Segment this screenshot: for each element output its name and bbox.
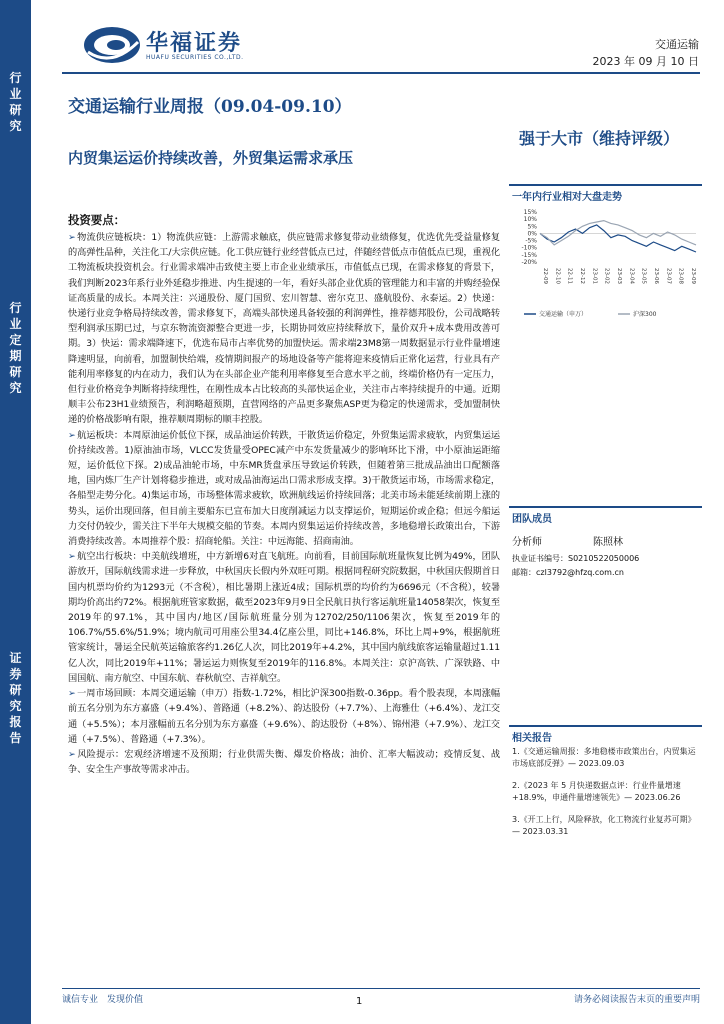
analyst-role: 分析师 (512, 537, 542, 548)
paragraph-aviation: ➢航空出行板块：中美航线增班，中方新增6对直飞航班。向前看，目前国际航班量恢复比例为49%，团队游放开，国际航线需求进一步释放，中秋国庆长假内外双旺可期。根据同程研究院数据，中秋国庆假期首日国内机票均价约为1293元（不含税），相比暑期上涨近4成；国际机票的均价约为6696元（不含税），较暑期均价高出约72%。根据航班管家数据，截至2023年9月9日全民航日执行客运航班量14058架次，恢复至2019年的97.1%，其中国内/地区/国际航班量分别为12702/250/1106架次，恢复至2019年的106.7%/55.6%/51.9%；境内航司可用座公里34.4亿座公里，同比+146.8%，环比上周+9%，根据航班管家统计，暑运全民航英运输旅客约1.26亿人次，同比2019年+4.2%，其中国内航线旅客运输量超过1.11亿人次，同比2019年+11%；暑运运力则恢复至2019年的116.8%。本周关注：京沪高铁、广深铁路、中国国航、南方航空、中国东航、春秋航空、吉祥航空。 (68, 551, 500, 684)
report-body (68, 210, 500, 777)
x-tick-label: 23-04 (628, 268, 635, 284)
header-date: 2023 年 09 月 10 日 (592, 55, 699, 68)
header-divider (62, 72, 700, 74)
body-heading: 投资要点： (68, 213, 125, 227)
x-tick-label: 23-09 (690, 268, 696, 284)
sidebar-label-industry-research: 行 业 研 究 (9, 71, 22, 133)
related-report-3[interactable]: 3.《开工上行，风险释放，化工物流行业复苏可期》— 2023.03.31 (512, 815, 696, 836)
paragraph-risk: ➢风险提示：宏观经济增速不及预期；行业供需失衡、爆发价格战；油价、汇率大幅波动；疫情反复、战争、安全生产事故等需求冲击。 (68, 748, 500, 776)
related-divider (509, 725, 702, 727)
x-tick-label: 23-06 (653, 268, 659, 284)
relative-performance-chart (510, 206, 700, 324)
y-tick-label: 0% (527, 230, 537, 238)
report-title: 交通运输行业周报（09.04-09.10） (68, 97, 352, 117)
x-tick-label: 23-02 (603, 268, 610, 284)
legend-label-0: 交通运输（申万） (539, 311, 588, 318)
paragraph-shipping: ➢航运板块：本周原油运价低位下探，成品油运价转跌，干散货运价稳定，外贸集运需求疲软，内贸集运运价持续改善。1)原油油市场，VLCC发货量受OPEC减产中东发货量减少的影响环比下滑，中小原油运距缩短，运价低位下探。2)成品油轮市场，中东MR货盘承压导致运价转跌，但随着第三批成品油出口配额落地，国内炼厂生产计划将稳步推进，或对成品油海运出口需求形成支撑。3)干散货运市场，市场需求稳定，各船型走势分化。4)集运市场，市场整体需求疲软，欧洲航线运价持续回落；北美市场未能延续前期上涨的势头，运价出现回落，但目前主要船东已宣布加大日度削减运力以支撑运价，短期运价或企稳；但远今船运力交付仍较少，需关注下半年大规模交船的节奏。本周内贸集运运价持续改善，多地稳增长政策出台，下游消费持续改善。本周推荐个股：招商轮船。关注：中远海能、招商南油。 (68, 429, 500, 548)
footer-divider (62, 988, 700, 989)
footer-disclaimer: 请务必阅读报告末页的重要声明 (573, 995, 700, 1005)
x-tick-label: 23-08 (677, 268, 684, 284)
y-tick-label: 15% (523, 209, 537, 216)
analyst-name: 陈照林 (593, 537, 623, 548)
x-tick-label: 22-09 (542, 268, 548, 284)
y-tick-label: 10% (523, 216, 537, 224)
sidebar-label-securities-report: 证 券 研 究 报 告 (9, 651, 22, 745)
legend-label-1: 沪深300 (633, 311, 657, 318)
footer-slogan: 诚信专业 发现价值 (62, 995, 144, 1005)
y-tick-label: 5% (527, 223, 537, 231)
related-report-1[interactable]: 1.《交通运输周报：多地稳楼市政策出台，内贸集运市场底部反弹》— 2023.09.03 (512, 747, 696, 768)
y-tick-label: -5% (525, 237, 537, 245)
sidebar-label-periodic-research: 行 业 定 期 研 究 (9, 301, 22, 395)
paragraph-market-review: ➢一周市场回顾：本周交通运输（申万）指数-1.72%，相比沪深300指数-0.36pp。看个股表现，本周涨幅前五名分别为东方嘉盛（+9.4%）、普路通（+8.2%）、韵达股份（+7.7%）、上海雅仕（+6.4%）、龙江交通（+5.5%）；本月涨幅前五名分别为东方嘉盛（+9.6%）、韵达股份（+8%）、锦州港（+7.9%）、龙江交通（+7.5%）、普路通（+7.3%）。 (68, 688, 500, 745)
brand-name-en: HUAFU SECURITIES CO.,LTD. (146, 54, 244, 61)
y-tick-label: -10% (521, 244, 537, 252)
x-tick-label: 22-12 (579, 268, 585, 284)
team-heading: 团队成员 (512, 514, 552, 525)
x-tick-label: 23-01 (591, 268, 598, 284)
x-tick-label: 22-11 (566, 268, 573, 284)
x-tick-label: 23-03 (616, 268, 622, 284)
rating: 强于大市（维持评级） (519, 129, 680, 148)
brand-name: 华福证券 (146, 30, 243, 56)
paragraph-logistics: ➢物流供应链板块：1）物流供应链：上游需求触底，供应链需求修复带动业绩修复，优选优先受益量修复的高弹性品种，关注化工/大宗供应链。化工供应链行业经营低点已过，伴随经营低点市值低点已现，重视化工物流板块投资机会。行业需求端冲击致使主要上市企业业绩承压，市值低点已现，在需求修复的背景下，我们判断2023年系行业外延稳步推进、内生提速的一年，看好头部企业优质的管理能力和丰富的并购经验保证高质量的成长。本周关注：兴通股份、厦门国贸、宏川智慧、密尔克卫、盛航股份、永泰运。2）快递：快递行业竞争格局持续改善，需求修复下，高端头部快递具备较强的利润弹性，推荐德邦股份，公司战略转型利润承压期已过，与京东物流资源整合更进一步，长期协同效应持续释放下，量价双升+成本费用改善可期。3）快运：需求端降速下，优选布局市占率优势的加盟快运。需求端23M8第一周数据显示行业件量增速降速明显，向前看，加盟制快给端，疫情期间报产的场地设备等产能将迎来疫情后正常化运营，行业具有产能利用率修复的内在动力，我们认为在头部企业产能利用率修复至合意水平之前，终端价格仍有一定压力，但行业价格竞争判断将持续理性，在刚性成本占比较高的头部快运企业，关注市占率持续提升的中通。近期顺丰公布23H1业绩预告，利润略超预期，直营网络的产品更多聚焦ASP更为稳定的快递需求，受加盟制快递的价格战影响有限，推荐顺周期标的顺丰控股。 (68, 232, 500, 426)
analyst-email: 邮箱：czl3792@hfzq.com.cn (512, 568, 624, 577)
team-divider (509, 506, 702, 508)
chart-divider (509, 184, 702, 186)
x-tick-label: 22-10 (554, 268, 561, 284)
y-tick-label: -15% (521, 251, 537, 259)
x-tick-label: 23-07 (665, 268, 672, 284)
chart-heading: 一年内行业相对大盘走势 (512, 192, 622, 203)
related-report-2[interactable]: 2.《2023 年 5 月快递数据点评：行业件量增速+18.9%，申通件量增速领先》— 2023.06.26 (512, 781, 681, 802)
brand-logo-icon (80, 22, 144, 68)
series-line-1 (540, 221, 696, 245)
series-line-0 (540, 225, 696, 252)
analyst-license: 执业证书编号：S0210522050006 (512, 554, 640, 563)
left-sidebar (0, 0, 31, 1024)
header-category: 交通运输 (655, 38, 699, 51)
x-tick-label: 23-05 (640, 268, 647, 284)
report-subtitle: 内贸集运运价持续改善，外贸集运需求承压 (68, 149, 354, 167)
page-number: 1 (356, 996, 363, 1007)
related-heading: 相关报告 (512, 733, 552, 744)
y-tick-label: -20% (521, 259, 537, 266)
